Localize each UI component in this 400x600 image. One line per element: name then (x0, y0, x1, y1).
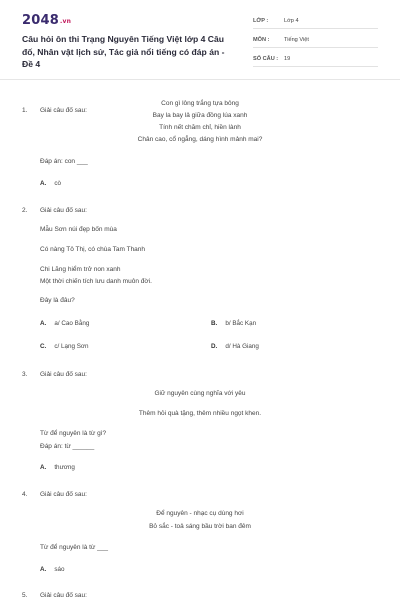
logo-text: 2048 (22, 13, 59, 28)
option-text: sáo (54, 566, 65, 573)
question-4-poem-line: Để nguyên - nhạc cụ dùng hơi (156, 510, 244, 517)
question-3-prompt: Giải câu đố sau: (40, 371, 87, 378)
option-text: c/ Lạng Sơn (54, 343, 89, 350)
question-4-answer-prompt: Từ để nguyên là từ ___ (40, 544, 108, 551)
meta-grade-value: Lớp 4 (284, 18, 299, 24)
question-4-number: 4. (22, 491, 28, 498)
question-2-option-a[interactable] (40, 320, 89, 327)
meta-grade-key: LỚP : (253, 18, 269, 24)
question-3-option-a[interactable] (40, 464, 75, 471)
question-3-poem-line: Giữ nguyên cùng nghĩa với yêu (154, 390, 246, 397)
header-divider (0, 79, 400, 80)
question-1-poem-line: Bay la bay lả giữa đồng lúa xanh (152, 112, 248, 119)
quiz-meta (253, 14, 378, 71)
question-2-prompt: Giải câu đố sau: (40, 207, 87, 214)
site-logo[interactable] (22, 13, 71, 28)
question-4-poem-line: Bỏ sắc - toả sáng bầu trời ban đêm (149, 523, 251, 530)
meta-count-key: SỐ CÂU : (253, 56, 279, 62)
question-1-prompt: Giải câu đố sau: (40, 107, 87, 114)
logo-tld: .vn (59, 18, 72, 25)
option-label: A. (40, 464, 47, 471)
option-text: cò (54, 180, 61, 187)
page-title: Câu hỏi ôn thi Trạng Nguyên Tiếng Việt lớp 4 Câu đố, Nhân vật lịch sử, Tác giả nổi tiếng có đáp án - Đề 4 (22, 34, 225, 69)
option-label: A. (40, 566, 47, 573)
option-text: thương (54, 464, 75, 471)
meta-count-value: 19 (284, 56, 291, 62)
meta-count (253, 52, 378, 67)
question-2-option-d[interactable] (211, 343, 259, 350)
question-1-poem-line: Con gì lông trắng tựa bông (161, 100, 239, 107)
question-3-ask: Từ để nguyên là từ gì? (40, 430, 107, 437)
question-3-answer-prompt: Đáp án: từ ______ (40, 443, 95, 450)
question-1-poem-line: Chân cao, cổ ngẳng, dáng hình mảnh mai? (137, 136, 263, 143)
meta-subject (253, 33, 378, 48)
question-2-line: Có nàng Tô Thị, có chùa Tam Thanh (40, 246, 146, 253)
question-3-poem-line: Thêm hỏi quà tặng, thêm nhiều ngọt khen. (138, 410, 262, 417)
question-2-line: Một thời chiến tích lưu danh muôn đời. (40, 278, 152, 285)
option-text: b/ Bắc Kạn (225, 320, 257, 327)
question-5-prompt: Giải câu đố sau: (40, 592, 87, 599)
question-2-option-c[interactable] (40, 343, 89, 350)
meta-grade (253, 14, 378, 29)
question-4-prompt: Giải câu đố sau: (40, 491, 87, 498)
question-2-line: Chi Lăng hiểm trở non xanh (40, 266, 121, 273)
question-4-option-a[interactable] (40, 566, 64, 573)
question-1-number: 1. (22, 107, 28, 114)
question-2-line: Mẫu Sơn núi đẹp bốn mùa (40, 226, 117, 233)
question-3-number: 3. (22, 371, 28, 378)
question-5-number: 5. (22, 592, 28, 599)
option-label: B. (211, 320, 218, 327)
question-2-ask: Đây là đâu? (40, 297, 75, 304)
option-text: d/ Hà Giang (225, 343, 259, 350)
meta-subject-key: MÔN : (253, 37, 270, 43)
option-label: A. (40, 180, 47, 187)
question-2-option-b[interactable] (211, 320, 256, 327)
option-label: A. (40, 320, 47, 327)
question-1-poem-line: Tính nết chăm chỉ, hiền lành (159, 124, 241, 131)
option-text: a/ Cao Bằng (54, 320, 90, 327)
question-1-option-a[interactable] (40, 180, 61, 187)
option-label: C. (40, 343, 47, 350)
question-1-answer-prompt: Đáp án: con ___ (40, 158, 88, 165)
option-label: D. (211, 343, 218, 350)
question-2-number: 2. (22, 207, 28, 214)
meta-subject-value: Tiếng Việt (284, 37, 309, 43)
